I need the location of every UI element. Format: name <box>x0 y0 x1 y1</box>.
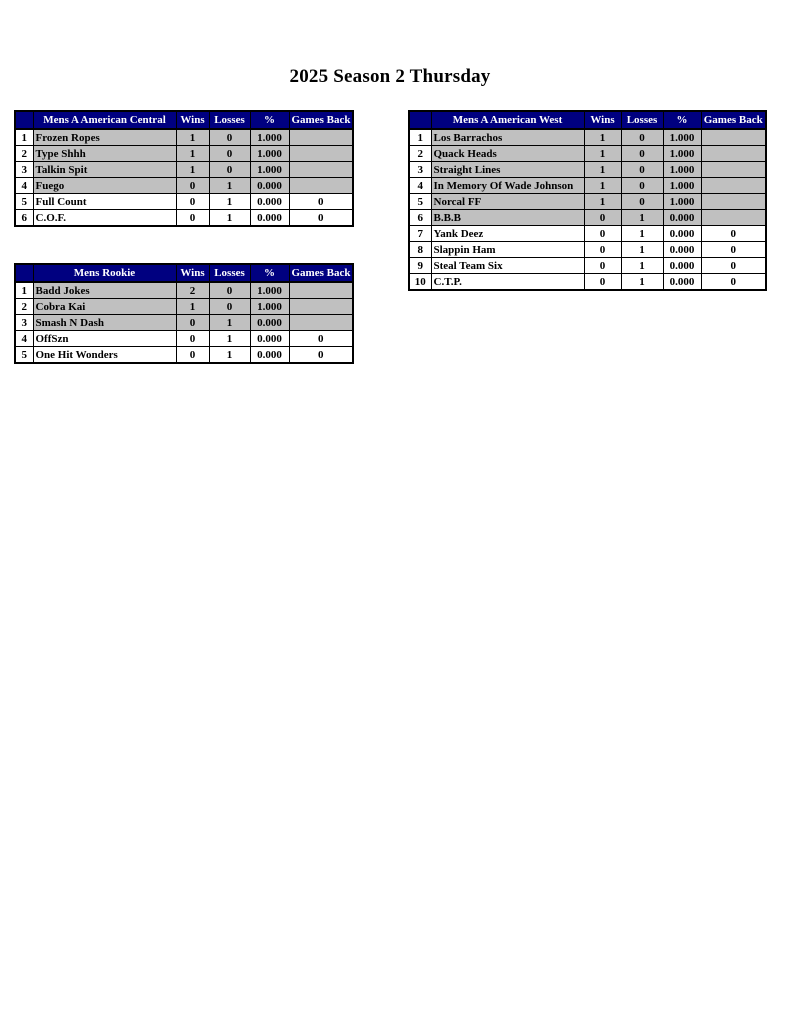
losses-cell: 1 <box>621 258 663 274</box>
pct-cell: 0.000 <box>250 178 289 194</box>
rank-cell: 1 <box>409 129 431 146</box>
pct-cell: 1.000 <box>250 129 289 146</box>
table-title-cell: Mens A American Central <box>33 111 176 129</box>
wins-cell: 0 <box>584 274 621 291</box>
table-body <box>15 129 353 226</box>
pct-cell: 0.000 <box>663 258 701 274</box>
wins-cell: 0 <box>176 194 209 210</box>
wins-cell: 0 <box>176 178 209 194</box>
rank-cell: 10 <box>409 274 431 291</box>
pct-cell: 1.000 <box>250 299 289 315</box>
team-name-cell: Fuego <box>33 178 176 194</box>
column-header-pct: % <box>250 111 289 129</box>
games-back-cell <box>289 315 353 331</box>
wins-cell: 0 <box>584 258 621 274</box>
team-name-cell: Type Shhh <box>33 146 176 162</box>
games-back-cell <box>701 194 766 210</box>
pct-cell: 1.000 <box>250 162 289 178</box>
rank-cell: 4 <box>15 178 33 194</box>
column-header-losses: Losses <box>209 264 250 282</box>
wins-cell: 1 <box>176 146 209 162</box>
team-row <box>409 258 766 274</box>
pct-cell: 0.000 <box>663 210 701 226</box>
team-row <box>15 129 353 146</box>
games-back-cell: 0 <box>289 347 353 364</box>
wins-cell: 1 <box>584 162 621 178</box>
column-header-pct: % <box>250 264 289 282</box>
rank-cell: 7 <box>409 226 431 242</box>
wins-cell: 0 <box>584 226 621 242</box>
pct-cell: 0.000 <box>250 194 289 210</box>
team-name-cell: Smash N Dash <box>33 315 176 331</box>
pct-cell: 0.000 <box>250 347 289 364</box>
wins-cell: 1 <box>176 299 209 315</box>
team-row <box>409 226 766 242</box>
team-row <box>409 146 766 162</box>
losses-cell: 1 <box>621 210 663 226</box>
pct-cell: 1.000 <box>663 162 701 178</box>
team-name-cell: Full Count <box>33 194 176 210</box>
losses-cell: 1 <box>209 315 250 331</box>
games-back-cell: 0 <box>289 194 353 210</box>
rank-cell: 5 <box>15 347 33 364</box>
games-back-cell: 0 <box>701 226 766 242</box>
team-name-cell: OffSzn <box>33 331 176 347</box>
games-back-cell: 0 <box>701 274 766 291</box>
rank-cell: 4 <box>409 178 431 194</box>
games-back-cell <box>289 299 353 315</box>
team-name-cell: B.B.B <box>431 210 584 226</box>
team-name-cell: Cobra Kai <box>33 299 176 315</box>
rank-cell: 1 <box>15 129 33 146</box>
games-back-cell <box>289 282 353 299</box>
team-name-cell: Yank Deez <box>431 226 584 242</box>
team-name-cell: Norcal FF <box>431 194 584 210</box>
losses-cell: 1 <box>209 194 250 210</box>
wins-cell: 1 <box>176 129 209 146</box>
pct-cell: 0.000 <box>663 274 701 291</box>
team-name-cell: C.O.F. <box>33 210 176 227</box>
standings-table-mens-a-american-west <box>408 110 767 291</box>
rank-cell: 2 <box>15 299 33 315</box>
losses-cell: 0 <box>209 129 250 146</box>
rank-cell: 3 <box>409 162 431 178</box>
team-name-cell: In Memory Of Wade Johnson <box>431 178 584 194</box>
wins-cell: 0 <box>176 347 209 364</box>
header-row <box>15 264 353 282</box>
column-header-wins: Wins <box>584 111 621 129</box>
page-title: 2025 Season 2 Thursday <box>289 66 491 87</box>
rank-cell: 6 <box>409 210 431 226</box>
losses-cell: 0 <box>621 162 663 178</box>
rank-cell: 5 <box>409 194 431 210</box>
losses-cell: 0 <box>621 129 663 146</box>
team-row <box>409 242 766 258</box>
table-title-cell: Mens A American West <box>431 111 584 129</box>
column-header-wins: Wins <box>176 111 209 129</box>
losses-cell: 1 <box>621 274 663 291</box>
team-row <box>15 194 353 210</box>
team-name-cell: Los Barrachos <box>431 129 584 146</box>
wins-cell: 1 <box>176 162 209 178</box>
wins-cell: 1 <box>584 146 621 162</box>
rank-cell: 5 <box>15 194 33 210</box>
games-back-cell <box>701 162 766 178</box>
team-name-cell: Quack Heads <box>431 146 584 162</box>
games-back-cell: 0 <box>289 331 353 347</box>
standings-table-mens-a-american-central <box>14 110 354 227</box>
wins-cell: 0 <box>176 315 209 331</box>
games-back-cell <box>701 210 766 226</box>
team-row <box>15 299 353 315</box>
wins-cell: 0 <box>176 331 209 347</box>
corner-cell <box>15 111 33 129</box>
wins-cell: 0 <box>176 210 209 227</box>
games-back-cell <box>289 129 353 146</box>
team-name-cell: One Hit Wonders <box>33 347 176 364</box>
team-row <box>15 347 353 364</box>
losses-cell: 1 <box>209 178 250 194</box>
team-row <box>409 129 766 146</box>
column-header-losses: Losses <box>209 111 250 129</box>
team-row <box>409 178 766 194</box>
team-name-cell: Slappin Ham <box>431 242 584 258</box>
games-back-cell <box>289 178 353 194</box>
pct-cell: 0.000 <box>663 242 701 258</box>
team-name-cell: Talkin Spit <box>33 162 176 178</box>
pct-cell: 1.000 <box>663 129 701 146</box>
table-body <box>409 129 766 290</box>
column-header-games-back: Games Back <box>289 111 353 129</box>
table-title-cell: Mens Rookie <box>33 264 176 282</box>
losses-cell: 1 <box>209 347 250 364</box>
standings-table-mens-rookie <box>14 263 354 364</box>
column-header-wins: Wins <box>176 264 209 282</box>
wins-cell: 0 <box>584 210 621 226</box>
rank-cell: 2 <box>409 146 431 162</box>
column-header-games-back: Games Back <box>701 111 766 129</box>
games-back-cell <box>701 129 766 146</box>
losses-cell: 0 <box>209 282 250 299</box>
games-back-cell <box>701 146 766 162</box>
losses-cell: 0 <box>621 178 663 194</box>
header-row <box>409 111 766 129</box>
team-row <box>15 331 353 347</box>
pct-cell: 0.000 <box>250 331 289 347</box>
losses-cell: 0 <box>209 299 250 315</box>
losses-cell: 0 <box>209 162 250 178</box>
pct-cell: 1.000 <box>663 194 701 210</box>
pct-cell: 1.000 <box>663 178 701 194</box>
games-back-cell <box>289 162 353 178</box>
rank-cell: 8 <box>409 242 431 258</box>
team-row <box>409 210 766 226</box>
corner-cell <box>409 111 431 129</box>
team-row <box>15 315 353 331</box>
team-row <box>409 274 766 291</box>
games-back-cell <box>701 178 766 194</box>
team-name-cell: C.T.P. <box>431 274 584 291</box>
pct-cell: 1.000 <box>663 146 701 162</box>
column-header-games-back: Games Back <box>289 264 353 282</box>
team-row <box>15 162 353 178</box>
wins-cell: 2 <box>176 282 209 299</box>
rank-cell: 3 <box>15 162 33 178</box>
team-row <box>15 146 353 162</box>
losses-cell: 1 <box>209 210 250 227</box>
pct-cell: 1.000 <box>250 282 289 299</box>
wins-cell: 1 <box>584 129 621 146</box>
rank-cell: 3 <box>15 315 33 331</box>
losses-cell: 0 <box>209 146 250 162</box>
column-header-losses: Losses <box>621 111 663 129</box>
pct-cell: 0.000 <box>663 226 701 242</box>
team-row <box>15 282 353 299</box>
pct-cell: 0.000 <box>250 210 289 227</box>
table-body <box>15 282 353 363</box>
team-name-cell: Frozen Ropes <box>33 129 176 146</box>
team-name-cell: Steal Team Six <box>431 258 584 274</box>
header-row <box>15 111 353 129</box>
wins-cell: 1 <box>584 178 621 194</box>
rank-cell: 4 <box>15 331 33 347</box>
rank-cell: 2 <box>15 146 33 162</box>
wins-cell: 1 <box>584 194 621 210</box>
rank-cell: 1 <box>15 282 33 299</box>
team-row <box>15 210 353 227</box>
team-name-cell: Badd Jokes <box>33 282 176 299</box>
team-row <box>409 162 766 178</box>
games-back-cell: 0 <box>289 210 353 227</box>
team-row <box>15 178 353 194</box>
games-back-cell: 0 <box>701 242 766 258</box>
column-header-pct: % <box>663 111 701 129</box>
losses-cell: 1 <box>621 226 663 242</box>
losses-cell: 0 <box>621 146 663 162</box>
pct-cell: 0.000 <box>250 315 289 331</box>
pct-cell: 1.000 <box>250 146 289 162</box>
rank-cell: 6 <box>15 210 33 227</box>
corner-cell <box>15 264 33 282</box>
team-row <box>409 194 766 210</box>
losses-cell: 1 <box>209 331 250 347</box>
games-back-cell: 0 <box>701 258 766 274</box>
games-back-cell <box>289 146 353 162</box>
rank-cell: 9 <box>409 258 431 274</box>
losses-cell: 1 <box>621 242 663 258</box>
team-name-cell: Straight Lines <box>431 162 584 178</box>
losses-cell: 0 <box>621 194 663 210</box>
wins-cell: 0 <box>584 242 621 258</box>
